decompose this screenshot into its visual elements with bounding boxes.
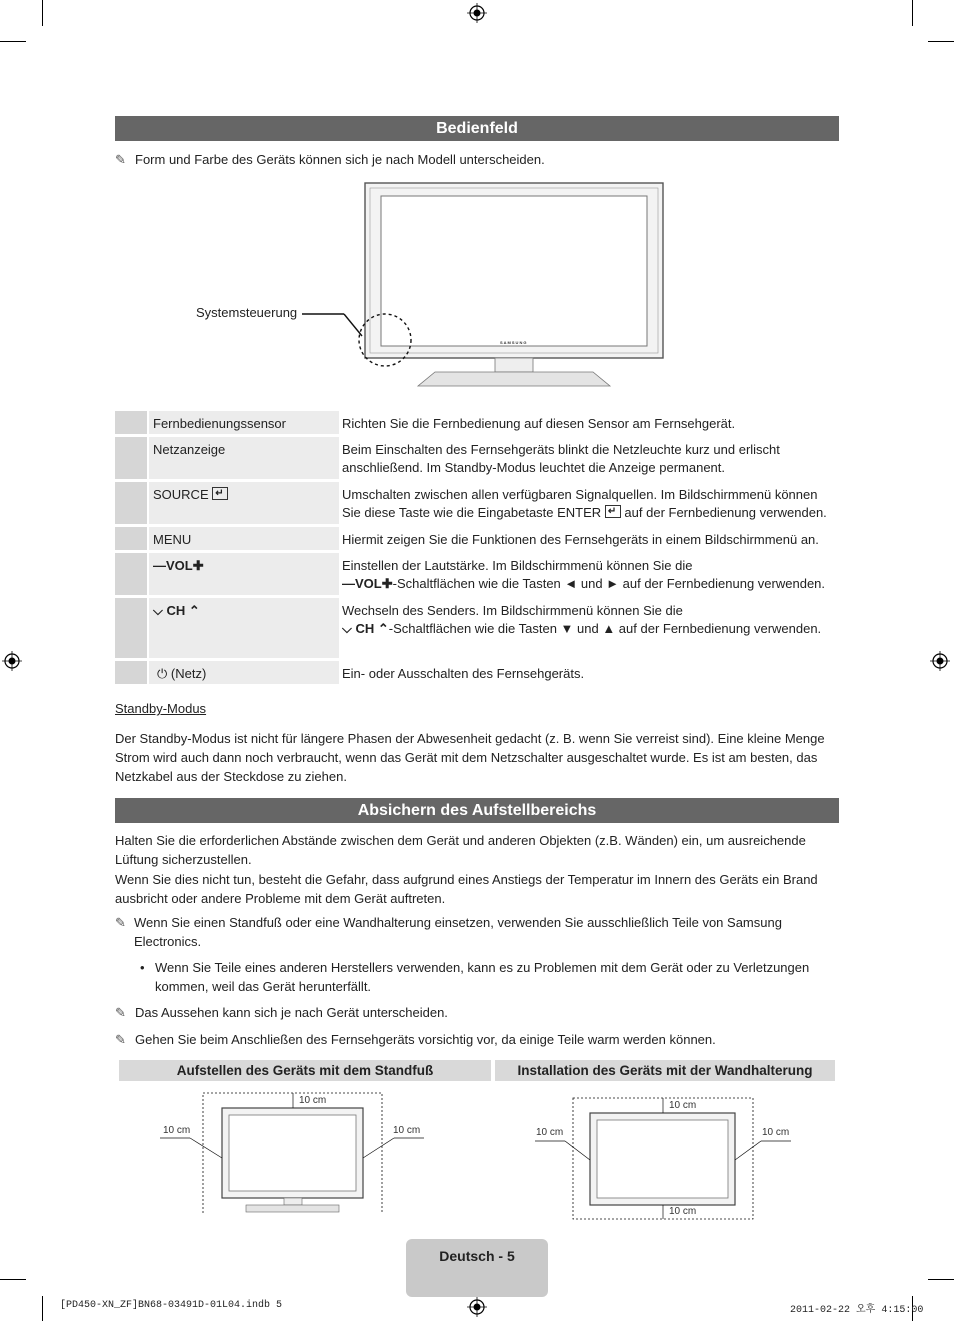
- column-title-wall: Installation des Geräts mit der Wandhalterung: [495, 1060, 835, 1081]
- table-row: [115, 411, 839, 434]
- table-row: [115, 598, 839, 658]
- dim-label-right: 10 cm: [762, 1127, 790, 1138]
- dim-label-left: 10 cm: [536, 1127, 564, 1138]
- dim-label-left: 10 cm: [163, 1125, 191, 1136]
- minus-icon: —: [153, 558, 166, 573]
- power-icon: ⏻: [157, 666, 168, 681]
- table-row: [115, 437, 839, 479]
- paragraph: Wenn Sie dies nicht tun, besteht die Gefahr, dass aufgrund eines Anstiegs der Temperatur im Innern des Geräts ein Brand ausbricht oder andere Probleme mit dem Gerät auftreten.: [115, 872, 818, 906]
- note-warm-parts: ✎ Gehen Sie beim Anschließen des Fernsehgeräts vorsichtig vor, da einige Teile warm werden können.: [115, 1032, 716, 1047]
- control-name: ⏻ (Netz): [149, 661, 339, 684]
- page-number-tab: Deutsch - 5: [406, 1239, 548, 1297]
- control-desc: Hiermit zeigen Sie die Funktionen des Fernsehgeräts in einem Bildschirmmenü an.: [342, 532, 819, 547]
- section-title-bedienfeld: Bedienfeld: [115, 116, 839, 141]
- paragraph: Halten Sie die erforderlichen Abstände zwischen dem Gerät und anderen Objekten (z.B. Wänden) ein, um ausreichende Lüftung sicherzustellen.: [115, 833, 806, 867]
- crop-mark: [0, 1279, 26, 1280]
- note-appearance: ✎ Das Aussehen kann sich je nach Gerät unterscheiden.: [115, 1005, 448, 1020]
- dim-label-right: 10 cm: [393, 1125, 421, 1136]
- table-row: [115, 553, 839, 595]
- callout-label: Systemsteuerung: [196, 305, 298, 320]
- pencil-note-icon: ✎: [115, 915, 126, 930]
- registration-mark-icon: [467, 1297, 487, 1317]
- crop-mark: [0, 41, 26, 42]
- standby-heading: Standby-Modus: [115, 701, 207, 716]
- registration-mark-icon: [930, 651, 950, 671]
- plus-icon: ✚: [192, 558, 204, 573]
- crop-mark: [912, 0, 913, 26]
- table-row: [115, 527, 839, 550]
- control-name: ⌵ CH ⌃: [149, 598, 339, 658]
- stand-clearance-diagram: [160, 1088, 430, 1218]
- chevron-down-icon: ⌵: [153, 603, 163, 618]
- pencil-note-icon: ✎: [115, 152, 126, 167]
- wall-clearance-diagram: [535, 1094, 795, 1224]
- crop-mark: [42, 1296, 43, 1321]
- tv-front-illustration: [290, 180, 670, 390]
- section-title-aufstellbereich: Absichern des Aufstellbereichs: [115, 798, 839, 823]
- control-desc: Wechseln des Senders. Im Bildschirmmenü können Sie die ⌵ CH ⌃-Schaltflächen wie die Tasten ▼ und ▲ auf der Fernbedienung verwenden.: [342, 603, 822, 636]
- dim-label-top: 10 cm: [299, 1095, 327, 1106]
- enter-icon: ↵: [605, 505, 621, 518]
- chevron-down-icon: ⌵: [342, 621, 352, 636]
- pencil-note-icon: ✎: [115, 1005, 126, 1020]
- table-row: [115, 482, 839, 524]
- brand-logo: SAMSUNG: [500, 340, 528, 345]
- chevron-up-icon: ⌃: [188, 603, 200, 618]
- dim-label-bottom: 10 cm: [669, 1206, 697, 1217]
- plus-icon: ✚: [381, 576, 393, 591]
- control-desc: Ein- oder Ausschalten des Fernsehgeräts.: [342, 666, 585, 681]
- note-model-variation: ✎ Form und Farbe des Geräts können sich je nach Modell unterscheiden.: [115, 152, 545, 167]
- control-desc: Einstellen der Lautstärke. Im Bildschirmmenü können Sie die —VOL✚-Schaltflächen wie die Tasten ◄ und ► auf der Fernbedienung verwenden.: [342, 558, 826, 591]
- control-desc: Richten Sie die Fernbedienung auf diesen Sensor am Fernsehgerät.: [342, 416, 736, 431]
- control-name: SOURCE ↵: [149, 482, 339, 524]
- bullet-icon: •: [140, 960, 145, 975]
- registration-mark-icon: [467, 3, 487, 23]
- control-desc: Beim Einschalten des Fernsehgeräts blinkt die Netzleuchte kurz und erlischt anschließend. Im Standby-Modus leuchtet die Anzeige permanent.: [342, 442, 780, 475]
- control-name: Netzanzeige: [149, 437, 339, 479]
- minus-icon: —: [342, 576, 355, 591]
- table-row: [115, 661, 839, 684]
- pencil-note-icon: ✎: [115, 1032, 126, 1047]
- print-slug-right: 2011-02-22 오후 4:15:00: [790, 1305, 924, 1316]
- note-samsung-parts: ✎ Wenn Sie einen Standfuß oder eine Wandhalterung einsetzen, verwenden Sie ausschließlich Teile von Samsung Electronics.: [115, 915, 782, 949]
- bullet-item: • Wenn Sie Teile eines anderen Herstellers verwenden, kann es zu Problemen mit dem Gerät oder zu Verletzungen kommen, weil das Gerät herunterfällt.: [140, 960, 810, 994]
- crop-mark: [42, 0, 43, 26]
- control-desc: Umschalten zwischen allen verfügbaren Signalquellen. Im Bildschirmmenü können Sie diese Taste wie die Eingabetaste ENTER ↵ auf der Fernbedienung verwenden.: [342, 487, 827, 520]
- standby-text: Der Standby-Modus ist nicht für längere Phasen der Abwesenheit gedacht (z. B. wenn Sie verreist sind). Eine kleine Menge Strom wird auch dann noch verbraucht, wenn das Gerät mit dem Netzschalter ausgeschaltet wurde. Es ist am besten, das Netzkabel aus der Steckdose zu ziehen.: [115, 731, 825, 784]
- source-icon: ↵: [212, 487, 228, 500]
- crop-mark: [928, 41, 954, 42]
- crop-mark: [928, 1279, 954, 1280]
- chevron-up-icon: ⌃: [377, 621, 389, 636]
- registration-mark-icon: [2, 651, 22, 671]
- column-title-stand: Aufstellen des Geräts mit dem Standfuß: [119, 1060, 491, 1081]
- control-name: —VOL✚: [149, 553, 339, 595]
- dim-label-top: 10 cm: [669, 1100, 697, 1111]
- print-slug-left: [PD450-XN_ZF]BN68-03491D-01L04.indb 5: [60, 1300, 283, 1311]
- control-name: Fernbedienungssensor: [149, 411, 339, 434]
- control-name: MENU: [149, 527, 339, 550]
